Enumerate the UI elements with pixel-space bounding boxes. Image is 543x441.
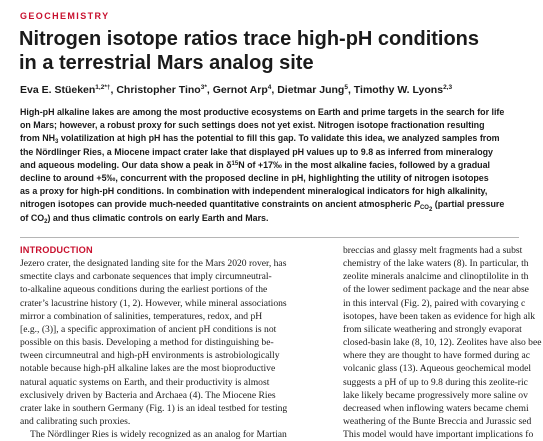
author-affiliation: 5 [344,84,348,91]
body-line: volcanic glass (13). Aqueous geochemical model [343,363,532,375]
introduction-heading: INTRODUCTION [20,245,93,255]
abstract-line: on Mars; however, a robust proxy for such settings does not yet exist. Nitrogen isotope fractionation resulting [20,120,485,131]
body-line: [e.g., (3)], a specific approximation of ancient pH conditions is not [20,323,277,335]
body-line: lake likely became progressively more saline ov [343,389,528,401]
body-line: where they are thought to have formed during ac [343,350,531,362]
title-line-2: in a terrestrial Mars analog site [19,52,314,74]
body-line: crater’s lacustrine history (1, 2). However, while mineral associations [20,297,287,309]
section-divider [20,237,519,238]
body-line: crater lake in southern Germany (Fig. 1) is an ideal testbed for testing [20,402,288,414]
body-line: Jezero crater, the designated landing site for the Mars 2020 rover, has [20,258,287,270]
author-list: Eva E. Stüeken$^{1,2*\dagger}$, Christopher Tino$^{3*}$, Gernot Arp$^4$, Dietmar Jung$^5$, Timothy W. Lyons$^{2,3}$ [20,84,453,96]
body-line: breccias and glassy melt fragments had a subst [343,245,523,256]
body-line: and calibrating such proxies. [20,416,131,428]
author-affiliation: 3* [200,84,207,91]
section-label: GEOCHEMISTRY [20,11,110,21]
body-line: The Nördlinger Ries is widely recognized as an analog for Martian [30,429,287,441]
body-line: of the lower sediment package and the near abse [343,284,529,296]
abstract-line: and aqueous modeling. Our data show a peak in $\delta^{15}N$ of +17‰ in the most alkaline facies, followed by a gradual [20,159,490,170]
author-affiliation: 1,2*† [95,84,111,91]
abstract [20,106,530,225]
author-name: Dietmar Jung [277,84,345,96]
author-affiliation: 2,3 [443,84,453,91]
author-name: Timothy W. Lyons [353,84,444,96]
body-column-right [343,244,543,441]
body-line: This model would have important implications fo [343,429,534,441]
author-name: Eva E. Stüeken [20,84,96,96]
body-line: closed-basin lake (8, 10, 12). Zeolites have also bee [343,337,542,349]
body-line: notable because high-pH alkaline lakes are the most bioproductive [20,363,276,375]
abstract-line: the Nördlinger Ries, a Miocene impact crater lake that displayed pH values up to 9.8 as inferred from mineralogy [20,146,493,157]
author-affiliation: 4 [267,84,272,91]
body-line: tween circumneutral and high-pH environments is astrobiologically [20,350,280,362]
body-line: weathering of the Bunte Breccia and Jurassic sed [343,416,532,428]
title-line-1: Nitrogen isotope ratios trace high-pH conditions [19,28,480,50]
body-line: exclusively driven by Bacteria and Archaea (4). The Miocene Ries [20,389,276,401]
body-line: suggests a pH of up to 9.8 during this zeolite-ric [343,376,528,388]
body-line: from silicate weathering and strongly evaporat [343,323,522,335]
abstract-line: of $CO_2$) and thus climatic controls on early Earth and Mars. [20,212,269,225]
body-line: to-alkaline aqueous conditions during the earliest portions of the [20,284,268,296]
abstract-line: from $NH_3$ volatilization at high pH has the potential to fill this gap. To validate this idea, we analyzed samples from [20,133,500,146]
body-line: smectite clays and carbonate sequences that imply circumneutral- [20,271,272,283]
abstract-line: nitrogen isotopes can provide much-needed quantitative constraints on ancient atmospheric $P_{CO_2}$ (partial pressure [20,199,505,214]
body-line: natural aquatic systems on Earth, and their productivity is almost [20,376,270,388]
article-title [19,27,514,75]
body-line: decreased when inflowing waters became chemi [343,402,529,414]
body-column-left [20,244,353,441]
body-line: chemistry of the lake waters (8). In particular, th [343,258,529,270]
body-line: isotopes, have been taken as evidence for high alk [343,310,536,322]
author-name: Christopher Tino [116,84,201,96]
body-line: zeolite minerals analcime and clinoptilolite in th [343,271,529,283]
body-line: in this interval (Fig. 2), paired with covarying c [343,297,526,309]
body-line: mirror a combination of salinities, temperatures, redox, and pH [20,310,263,322]
abstract-line: decline to around +5‰, concurrent with the proposed decline in pH, highlighting the utility of nitrogen isotopes [20,173,489,184]
author-name: Gernot Arp [212,84,268,96]
body-line: possible on this basis. Developing a method for distinguishing be- [20,337,274,349]
abstract-line: High-pH alkaline lakes are among the most productive ecosystems on Earth and prime targets in the search for life [20,107,505,117]
abstract-line: as a proxy for high-pH conditions. In combination with independent mineralogical indicators for high alkalinity, [20,186,488,197]
